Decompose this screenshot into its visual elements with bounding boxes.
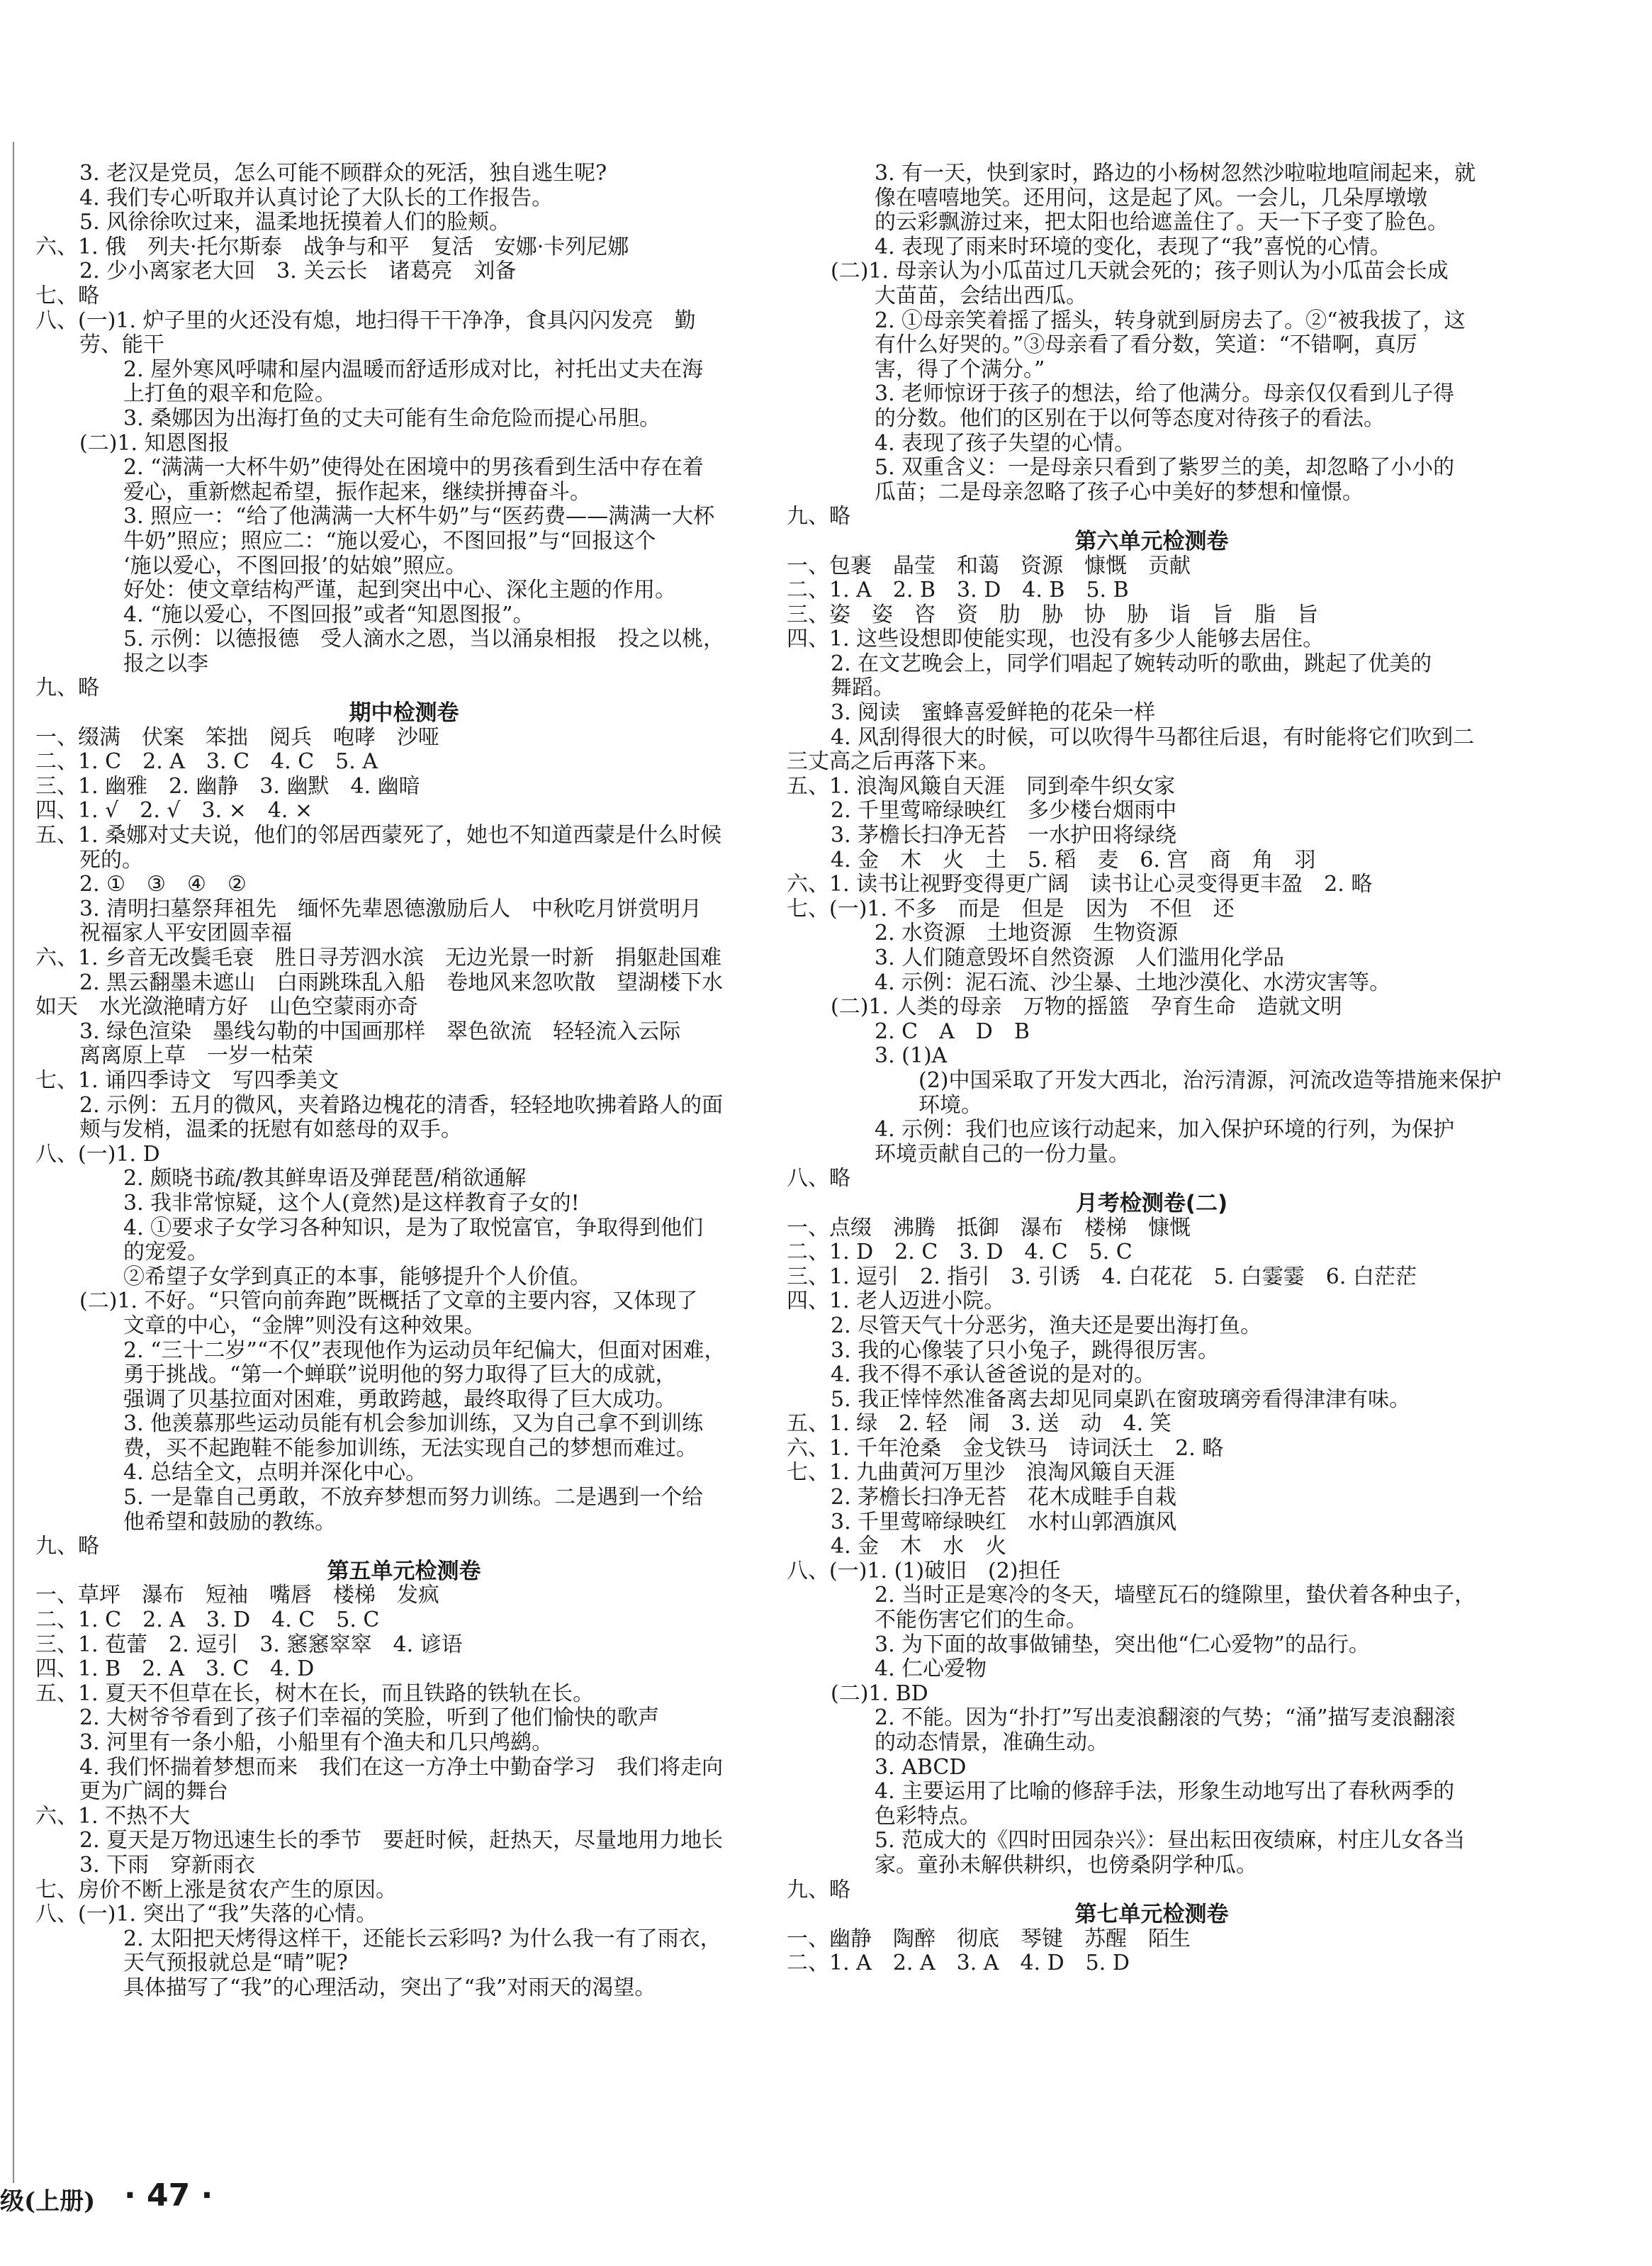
answer-line: 3. 桑娜因为出海打鱼的丈夫可能有生命危险而提心吊胆。	[123, 406, 661, 431]
answer-line: 3. 老汉是党员，怎么可能不顾群众的死活，独自逃生呢?	[79, 162, 607, 186]
answer-line: 3. 下雨 穿新雨衣	[79, 1853, 256, 1878]
answer-line: 二、1. D 2. C 3. D 4. C 5. C	[787, 1240, 1133, 1265]
answer-line: 一、草坪 瀑布 短袖 嘴唇 楼梯 发疯	[35, 1583, 439, 1608]
answer-line: 3. 老师惊讶于孩子的想法，给了他满分。母亲仅仅看到儿子得	[875, 382, 1455, 407]
answer-line: 祝福家人平安团圆幸福	[79, 921, 292, 946]
answer-line: 4. 金 木 火 土 5. 稻 麦 6. 宫 商 角 羽	[831, 848, 1316, 873]
answer-line: 颊与发梢，温柔的抚慰有如慈母的双手。	[79, 1118, 462, 1143]
answer-line: 具体描写了“我”的心理活动，突出了“我”对雨天的渴望。	[123, 1975, 656, 2000]
answer-line: 六、1. 俄 列夫·托尔斯泰 战争与和平 复活 安娜·卡列尼娜	[35, 235, 629, 259]
answer-line: 2. 不能。因为“扑打”写出麦浪翻滚的气势；“涌”描写麦浪翻滚	[875, 1706, 1456, 1731]
answer-line: 2. 示例：五月的微风，夹着路边槐花的清香，轻轻地吹拂着路人的面	[79, 1093, 724, 1118]
answer-line: (2)中国采取了开发大西北，治污清源，河流改造等措施来保护	[918, 1068, 1502, 1093]
answer-line: 牛奶”照应；照应二：“施以爱心，不图回报”与“回报这个	[123, 529, 656, 554]
answer-line: 4. 我不得不承认爸爸说的是对的。	[831, 1363, 1156, 1388]
answer-line: 三丈高之后再落下来。	[787, 750, 999, 775]
answer-line: 有什么好哭的。”③母亲看了看分数，笑道：“不错啊，真厉	[875, 333, 1417, 358]
answer-line: 七、(一)1. 不多 而是 但是 因为 不但 还	[787, 897, 1235, 921]
answer-line: 3. 为下面的故事做铺垫，突出他“仁心爱物”的品行。	[875, 1632, 1370, 1657]
section-title: 月考检测卷(二)	[1075, 1191, 1228, 1216]
answer-line: 2. “三十二岁”“不仅”表现他作为运动员年纪偏大，但面对困难，	[123, 1338, 726, 1363]
answer-line: 2. 夏天是万物迅速生长的季节 要赶时候，赶热天，尽量地用力地长	[79, 1829, 724, 1853]
answer-line: 好处：使文章结构严谨，起到突出中心、深化主题的作用。	[123, 578, 676, 603]
answer-line: 瓜苗；二是母亲忽略了孩子心中美好的梦想和憧憬。	[875, 480, 1364, 505]
answer-line: 环境贡献自己的一份力量。	[875, 1142, 1130, 1167]
answer-line: 更为广阔的舞台	[79, 1780, 228, 1805]
answer-line: 八、(一)1. 突出了“我”失落的心情。	[35, 1902, 378, 1927]
answer-line: 离离原上草 一岁一枯荣	[79, 1044, 313, 1069]
answer-line: (二)1. 母亲认为小瓜苗过几天就会死的；孩子则认为小瓜苗会长成	[831, 259, 1449, 284]
answer-line: 4. 表现了孩子失望的心情。	[875, 431, 1136, 456]
answer-line: 2. 在文艺晚会上，同学们唱起了婉转动听的歌曲，跳起了优美的	[831, 651, 1432, 676]
answer-line: ‘施以爱心，不图回报’的姑娘”照应。	[123, 554, 467, 578]
answer-line: 2. “满满一大杯牛奶”使得处在困境中的男孩看到生活中存在着	[123, 456, 704, 481]
answer-line: 4. 仁心爱物	[875, 1657, 987, 1682]
answer-line: 2. 太阳把天烤得这样干，还能长云彩吗? 为什么我一有了雨衣，	[123, 1926, 721, 1951]
answer-line: 八、(一)1. D	[35, 1142, 160, 1167]
answer-line: 一、点缀 沸腾 抵御 瀑布 楼梯 慷慨	[787, 1216, 1191, 1240]
answer-line: 四、1. 这些设想即使能实现，也没有多少人能够去居住。	[787, 627, 1325, 652]
answer-line: 二、1. C 2. A 3. C 4. C 5. A	[35, 750, 378, 775]
answer-line: 上打鱼的艰辛和危险。	[123, 382, 336, 407]
answer-line: 他希望和鼓励的教练。	[123, 1510, 336, 1535]
answer-line: 4. 主要运用了比喻的修辞手法，形象生动地写出了春秋两季的	[875, 1780, 1455, 1805]
answer-line: 三、姿 姿 咨 资 肋 胁 协 胁 诣 旨 脂 旨	[787, 602, 1318, 627]
answer-line: 不能伤害它们的生命。	[875, 1608, 1087, 1633]
answer-line: 三、1. 逗引 2. 指引 3. 引诱 4. 白花花 5. 白霎霎 6. 白茫茫	[787, 1264, 1417, 1289]
answer-line: 4. 我们专心听取并认真讨论了大队长的工作报告。	[79, 186, 554, 211]
answer-line: 3. 人们随意毁坏自然资源 人们滥用化学品	[875, 946, 1285, 970]
answer-line: 五、1. 浪淘风簸自天涯 同到牵牛织女家	[787, 774, 1176, 799]
answer-line: 九、略	[787, 505, 850, 529]
answer-line: 劳、能干	[79, 333, 164, 358]
answer-line: 三、1. 苞蕾 2. 逗引 3. 窸窸窣窣 4. 谚语	[35, 1632, 463, 1657]
answer-line: 2. 少小离家老大回 3. 关云长 诸葛亮 刘备	[79, 259, 517, 284]
answer-line: 一、幽静 陶醉 彻底 琴键 苏醒 陌生	[787, 1926, 1191, 1951]
answer-line: 3. 有一天，快到家时，路边的小杨树忽然沙啦啦地喧闹起来，就	[875, 162, 1476, 186]
answer-line: 2. 颇晓书疏/教其鲜卑语及弹琵琶/稍欲通解	[123, 1167, 527, 1191]
answer-line: 四、1. 老人迈进小院。	[787, 1289, 1006, 1314]
answer-line: 七、略	[35, 284, 99, 308]
answer-line: 4. ①要求子女学习各种知识，是为了取悦富官，争取得到他们	[123, 1216, 704, 1240]
answer-line: 2. ① ③ ④ ②	[79, 873, 247, 897]
answer-line: 五、1. 绿 2. 轻 闹 3. 送 动 4. 笑	[787, 1412, 1171, 1437]
answer-line: 三、1. 幽雅 2. 幽静 3. 幽默 4. 幽暗	[35, 774, 420, 799]
answer-line: 六、1. 千年沧桑 金戈铁马 诗词沃土 2. 略	[787, 1436, 1224, 1461]
answer-line: 二、1. C 2. A 3. D 4. C 5. C	[35, 1608, 380, 1633]
answer-line: 一、包裹 晶莹 和蔼 资源 慷慨 贡献	[787, 554, 1191, 578]
answer-line: 八、(一)1. 炉子里的火还没有熄，地扫得干干净净，食具闪闪发亮 勤	[35, 308, 696, 333]
binding-line	[13, 142, 14, 2183]
answer-line: (二)1. 人类的母亲 万物的摇篮 孕育生命 造就文明	[831, 995, 1342, 1020]
answer-line: 2. C A D B	[875, 1019, 1030, 1044]
answer-line: 费，买不起跑鞋不能参加训练，无法实现自己的梦想而难过。	[123, 1436, 697, 1461]
answer-line: 4. 总结全文，点明并深化中心。	[123, 1461, 427, 1486]
answer-line: (二)1. 知恩图报	[79, 431, 230, 456]
answer-line: 3. 清明扫墓祭拜祖先 缅怀先辈恩德激励后人 中秋吃月饼赏明月	[79, 897, 702, 921]
answer-line: 2. 当时正是寒冷的冬天，墙壁瓦石的缝隙里，蛰伏着各种虫子，	[875, 1583, 1476, 1608]
answer-line: 3. 他羡慕那些运动员能有机会参加训练，又为自己拿不到训练	[123, 1412, 704, 1437]
answer-line: 勇于挑战。“第一个蝉联”说明他的努力取得了巨大的成就，	[123, 1363, 677, 1388]
answer-line: 死的。	[79, 848, 143, 873]
answer-line: 四、1. √ 2. √ 3. × 4. ×	[35, 799, 313, 824]
answer-line: 爱心，重新燃起希望，振作起来，继续拼搏奋斗。	[123, 480, 591, 505]
section-title: 第七单元检测卷	[1074, 1902, 1229, 1927]
answer-line: 4. 金 木 水 火	[831, 1535, 1007, 1559]
edition-label: 级(上册)	[0, 2187, 96, 2216]
answer-line: 3. 我非常惊疑，这个人(竟然)是这样教育子女的!	[123, 1191, 580, 1216]
answer-line: 5. 风徐徐吹过来，温柔地抚摸着人们的脸颊。	[79, 211, 511, 235]
answer-line: 的云彩飘游过来，把太阳也给遮盖住了。天一下子变了脸色。	[875, 211, 1449, 235]
answer-line: 的分数。他们的区别在于以何等态度对待孩子的看法。	[875, 406, 1385, 431]
answer-line: 2. ①母亲笑着摇了摇头，转身就到厨房去了。②“被我拔了，这	[875, 308, 1466, 333]
answer-line: 五、1. 夏天不但草在长，树木在长，而且铁路的铁轨在长。	[35, 1681, 595, 1706]
answer-line: 2. 屋外寒风呼啸和屋内温暖而舒适形成对比，衬托出丈夫在海	[123, 357, 704, 382]
answer-line: 的动态情景，准确生动。	[875, 1731, 1108, 1755]
answer-line: 2. 茅檐长扫净无苔 花木成畦手自栽	[831, 1486, 1177, 1510]
answer-line: 八、(一)1. (1)破旧 (2)担任	[787, 1559, 1061, 1583]
answer-line: 九、略	[787, 1878, 850, 1902]
answer-line: 3. 河里有一条小船，小船里有个渔夫和几只鸬鹚。	[79, 1731, 554, 1755]
answer-line: 5. 一是靠自己勇敢，不放弃梦想而努力训练。二是遇到一个给	[123, 1486, 704, 1510]
answer-line: 3. 千里莺啼绿映红 水村山郭酒旗风	[831, 1510, 1177, 1535]
answer-line: 2. 尽管天气十分恶劣，渔夫还是要出海打鱼。	[831, 1313, 1262, 1338]
answer-line: 3. 茅檐长扫净无苔 一水护田将绿绕	[831, 824, 1177, 848]
answer-line: 5. 我正悻悻然准备离去却见同桌趴在窗玻璃旁看得津津有味。	[831, 1387, 1411, 1412]
answer-line: 5. 示例：以德报德 受人滴水之恩，当以涌泉相报 投之以桃，	[123, 627, 725, 652]
answer-line: 大苗苗，会结出西瓜。	[875, 284, 1087, 308]
answer-line: 3. 我的心像装了只小兔子，跳得很厉害。	[831, 1338, 1220, 1363]
answer-line: 舞蹈。	[831, 676, 894, 701]
answer-line: 天气预报就总是“晴”呢?	[123, 1951, 348, 1976]
answer-line: 3. 阅读 蜜蜂喜爱鲜艳的花朵一样	[831, 701, 1156, 726]
answer-line: 环境。	[918, 1093, 982, 1118]
answer-line: 强调了贝基拉面对困难，勇敢跨越，最终取得了巨大成功。	[123, 1387, 676, 1412]
answer-line: 二、1. A 2. B 3. D 4. B 5. B	[787, 578, 1129, 603]
answer-line: (二)1. 不好。“只管向前奔跑”既概括了文章的主要内容，又体现了	[79, 1289, 698, 1314]
answer-line: 如天 水光潋滟晴方好 山色空蒙雨亦奇	[35, 995, 418, 1020]
answer-line: 色彩特点。	[875, 1804, 981, 1829]
answer-line: 4. 示例：泥石流、沙尘暴、土地沙漠化、水涝灾害等。	[875, 970, 1391, 995]
answer-line: 2. 千里莺啼绿映红 多少楼台烟雨中	[831, 799, 1177, 824]
answer-line: 报之以李	[123, 651, 208, 676]
answer-line: 七、1. 九曲黄河万里沙 浪淘风簸自天涯	[787, 1461, 1176, 1486]
answer-line: 2. 大树爷爷看到了孩子们幸福的笑脸，听到了他们愉快的歌声	[79, 1706, 660, 1731]
answer-line: 六、1. 乡音无改鬓毛衰 胜日寻芳泗水滨 无边光景一时新 捐躯赴国难	[35, 946, 722, 970]
answer-line: 3. 照应一：“给了他满满一大杯牛奶”与“医药费——满满一大杯	[123, 505, 715, 529]
answer-line: 六、1. 读书让视野变得更广阔 读书让心灵变得更丰盈 2. 略	[787, 873, 1373, 897]
answer-line: 八、略	[787, 1167, 850, 1191]
answer-line: 文章的中心，“金牌”则没有这种效果。	[123, 1313, 485, 1338]
answer-line: 4. “施以爱心，不图回报”或者“知恩图报”。	[123, 602, 534, 627]
answer-line: 一、缀满 伏案 笨拙 阅兵 咆哮 沙哑	[35, 725, 439, 750]
right-answer-column	[787, 162, 1517, 1976]
answer-line: 九、略	[35, 1535, 99, 1559]
answer-line: 二、1. A 2. A 3. A 4. D 5. D	[787, 1951, 1130, 1976]
left-answer-column	[35, 162, 772, 2001]
page-number: · 47 ·	[124, 2177, 213, 2214]
answer-line: 2. 黑云翻墨未遮山 白雨跳珠乱入船 卷地风来忽吹散 望湖楼下水	[79, 970, 724, 995]
answer-line: 4. 示例：我们也应该行动起来，加入保护环境的行列，为保护	[875, 1118, 1455, 1143]
answer-line: 3. (1)A	[875, 1044, 948, 1069]
answer-line: 3. 绿色渲染 墨线勾勒的中国画那样 翠色欲流 轻轻流入云际	[79, 1019, 681, 1044]
answer-line: 4. 我们怀揣着梦想而来 我们在这一方净土中勤奋学习 我们将走向	[79, 1755, 724, 1780]
answer-line: ②希望子女学到真正的本事，能够提升个人价值。	[123, 1264, 591, 1289]
answer-line: 2. 水资源 土地资源 生物资源	[875, 921, 1179, 946]
answer-line: (二)1. BD	[831, 1681, 928, 1706]
answer-line: 七、1. 诵四季诗文 写四季美文	[35, 1068, 339, 1093]
answer-line: 4. 表现了雨来时环境的变化，表现了“我”喜悦的心情。	[875, 235, 1391, 259]
answer-line: 害，得了个满分。”	[875, 357, 1045, 382]
answer-line: 5. 范成大的《四时田园杂兴》：昼出耘田夜绩麻，村庄儿女各当	[875, 1829, 1466, 1853]
answer-line: 5. 双重含义：一是母亲只看到了紫罗兰的美，却忽略了小小的	[875, 456, 1455, 481]
answer-line: 七、房价不断上涨是贫农产生的原因。	[35, 1878, 397, 1902]
answer-line: 六、1. 不热不大	[35, 1804, 191, 1829]
section-title: 期中检测卷	[349, 701, 459, 726]
answer-line: 九、略	[35, 676, 99, 701]
answer-line: 的宠爱。	[123, 1240, 208, 1265]
answer-line: 五、1. 桑娜对丈夫说，他们的邻居西蒙死了，她也不知道西蒙是什么时候	[35, 824, 722, 848]
answer-line: 四、1. B 2. A 3. C 4. D	[35, 1657, 315, 1682]
answer-line: 家。童孙未解供耕织，也傍桑阴学种瓜。	[875, 1853, 1257, 1878]
answer-line: 3. ABCD	[875, 1755, 967, 1780]
answer-line: 像在嘻嘻地笑。还用问，这是起了风。一会儿，几朵厚墩墩	[875, 186, 1427, 211]
section-title: 第五单元检测卷	[327, 1559, 481, 1584]
answer-line: 4. 风刮得很大的时候，可以吹得牛马都往后退，有时能将它们吹到二	[831, 725, 1475, 750]
section-title: 第六单元检测卷	[1074, 529, 1229, 554]
